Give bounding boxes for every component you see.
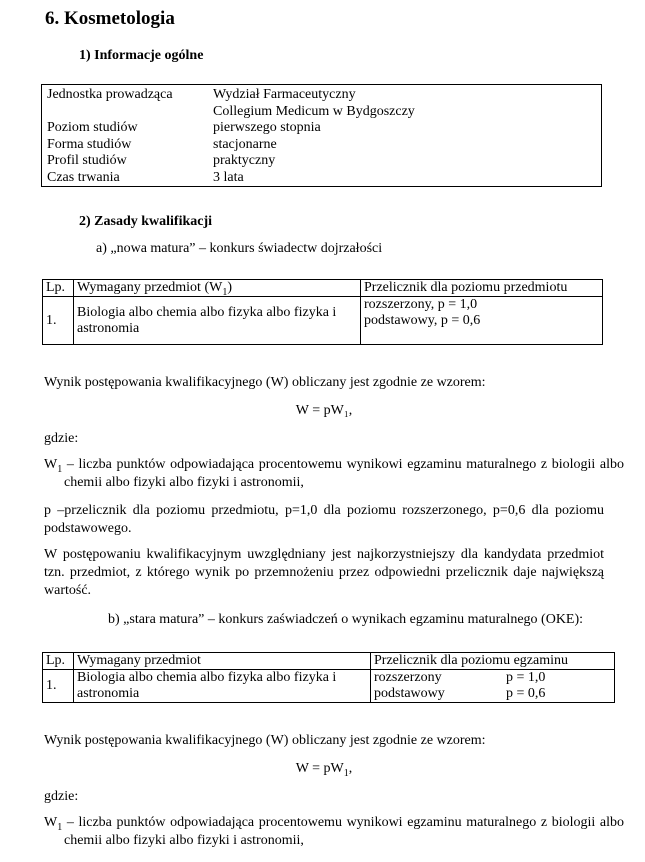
requirements-table-old-matura — [42, 652, 615, 703]
info-row — [44, 170, 418, 187]
subsection-b-heading: b) „stara matura” – konkurs zaświadczeń o wynikach egzaminu maturalnego (OKE): — [108, 612, 584, 627]
gdzie-a: gdzie: — [44, 431, 79, 446]
info-value: pierwszego stopnia — [213, 120, 321, 135]
header-lp: Lp. — [43, 653, 74, 670]
info-label: Czas trwania — [47, 169, 120, 185]
table-row — [43, 297, 603, 345]
row-lp: 1. — [43, 297, 74, 345]
gdzie-b: gdzie: — [44, 789, 79, 804]
row-subject: Biologia albo chemia albo fizyka albo fizyka i astronomia — [74, 297, 361, 345]
row-subject: Biologia albo chemia albo fizyka albo fizyka i astronomia — [74, 670, 371, 703]
general-info-table — [44, 87, 418, 186]
info-row — [44, 153, 418, 170]
section-heading-qualification: 2) Zasady kwalifikacji — [79, 214, 213, 229]
row-lp: 1. — [43, 670, 74, 703]
info-value: Collegium Medicum w Bydgoszczy — [213, 103, 415, 119]
general-info-box — [41, 84, 602, 187]
info-label: Forma studiów — [47, 136, 132, 152]
p-definition: p –przelicznik dla poziomu przedmiotu, p=1,0 dla poziomu rozszerzonego, p=0,6 dla poziomu podstawowego. — [44, 503, 604, 536]
info-label: Profil studiów — [47, 153, 127, 168]
info-value: stacjonarne — [213, 136, 277, 152]
info-label — [44, 104, 210, 121]
header-subject: Wymagany przedmiot — [74, 653, 371, 670]
requirements-table-new-matura — [42, 279, 603, 345]
header-conversion: Przelicznik dla poziomu egzaminu — [371, 653, 615, 670]
section-heading-general-info: 1) Informacje ogólne — [79, 48, 204, 63]
best-subject-note: W postępowaniu kwalifikacyjnym uwzględniany jest najkorzystniejszy dla kandydata przedmiot tzn. przedmiot, z którego wynik po przemnożeniu przez odpowiedni przelicznik daje największą wartość. — [44, 547, 604, 598]
table-header-row — [43, 653, 615, 670]
w1-definition-a: $W_1$ – liczba punktów odpowiadająca procentowemu wynikowi egzaminu maturalnego z biologii albo chemii albo fizyki albo fizyki i astronomii, — [44, 457, 624, 490]
subsection-a-heading: a) „nowa matura” – konkurs świadectw dojrzałości — [96, 241, 383, 256]
header-lp: Lp. — [43, 280, 74, 297]
formula-intro-a: Wynik postępowania kwalifikacyjnego (W) obliczany jest zgodnie ze wzorem: — [44, 375, 486, 390]
w1-definition-b: $W_1$ – liczba punktów odpowiadająca procentowemu wynikowi egzaminu maturalnego z biologii albo chemii albo fizyki albo fizyki i astronomii, — [44, 815, 624, 848]
header-subject: Wymagany przedmiot $(W_1)$ — [74, 280, 361, 297]
header-conversion: Przelicznik dla poziomu przedmiotu — [361, 280, 603, 297]
info-row — [44, 137, 418, 154]
info-value: praktyczny — [213, 153, 276, 168]
info-label: Jednostka prowadząca — [47, 87, 173, 102]
row-conversion: rozszerzony p = 1,0 podstawowy p = 0,6 — [371, 670, 615, 703]
info-value: Wydział Farmaceutyczny — [213, 87, 356, 102]
formula-a: W = pW₁, — [295, 403, 353, 418]
info-value: 3 lata — [213, 169, 244, 185]
table-header-row — [43, 280, 603, 297]
section-title: 6. Kosmetologia — [45, 8, 175, 29]
info-label: Poziom studiów — [47, 120, 138, 135]
formula-b: $W = pW_1$, — [295, 761, 353, 779]
formula-intro-b: Wynik postępowania kwalifikacyjnego (W) obliczany jest zgodnie ze wzorem: — [44, 733, 486, 748]
row-conversion: rozszerzony, p = 1,0 podstawowy, p = 0,6 — [361, 297, 603, 345]
table-row — [43, 670, 615, 703]
info-row — [44, 104, 418, 121]
info-row — [44, 87, 418, 104]
info-row — [44, 120, 418, 137]
